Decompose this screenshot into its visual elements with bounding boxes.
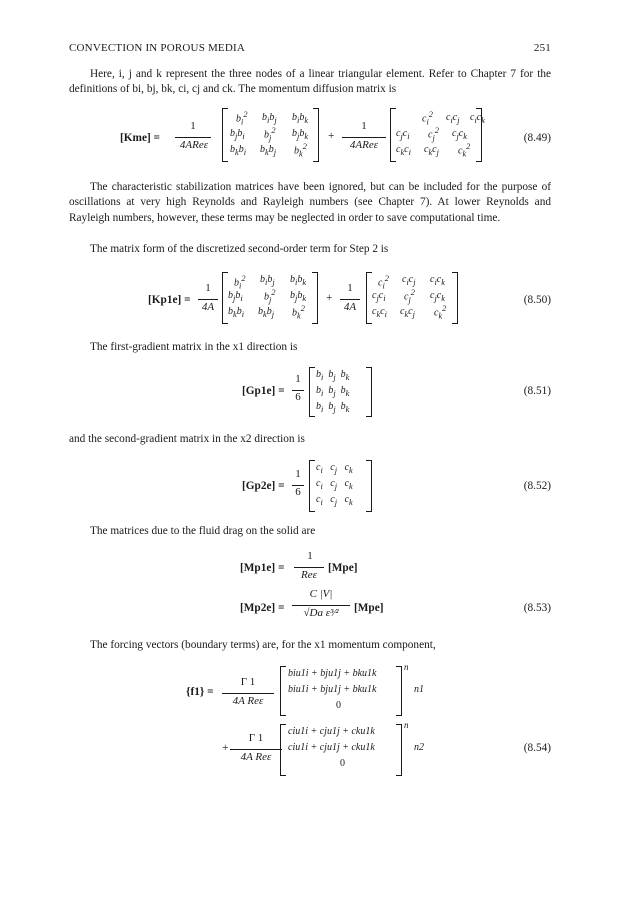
paragraph-first-gradient: The first-gradient matrix in the x1 direction is [90, 341, 298, 353]
eq849-number: (8.49) [523, 132, 551, 144]
equation-8-51: [Gp1e] = 1 6 $b_i$ $b_j$ $b_k$ $b_i$ $b_j$ $b_k$ $b_i$ $b_j$ $b_k$ (8.51) [0, 367, 619, 419]
eq849-lhs: [Kme] = [120, 132, 160, 144]
header-title: CONVECTION IN POROUS MEDIA [69, 42, 246, 54]
equation-8-52: [Gp2e] = 1 6 $c_i$ $c_j$ $c_k$ $c_i$ $c_j$ $c_k$ $c_i$ $c_j$ $c_k$ (8.52) [0, 460, 619, 512]
right-bracket [313, 108, 319, 162]
paragraph-forcing: The forcing vectors (boundary terms) are, for the x1 momentum component, [90, 639, 436, 651]
paragraph-step2: The matrix form of the discretized second-order term for Step 2 is [90, 243, 389, 255]
equation-8-53: [Mp1e] = 1 Reε [Mpe] [Mp2e] = C |V| √Da ε³⁄² [Mpe] (8.53) [240, 550, 551, 619]
equation-8-54: {f1} = Γ 1 4A Reε biu1i + bju1j + bku1k biu1i + bju1j + bku1k 0 n n1 + Γ 1 4A Reε ciu1i + cju1j + cku1k ciu1i + cju1j + cku1k 0 n n2 (8.54) [0, 666, 619, 778]
eq849-num: 1 [190, 120, 196, 132]
paragraph-drag: The matrices due to the fluid drag on the solid are [90, 525, 316, 537]
paragraph-second-gradient: and the second-gradient matrix in the x2 direction is [69, 433, 305, 445]
running-header [69, 42, 551, 54]
equation-8-50: [Kp1e] = 1 4A $b_i^2$ $b_ib_j$ $b_ib_k$ $b_jb_i$ $b_j^2$ $b_jb_k$ $b_kb_i$ $b_kb_j$ $b_k^2$ + 1 4A $c_i^2$ $c_ic_j$ $c_ic_k$ $c_jc_i$ $c_j^2$ $c_jc_k$ $c_kc_i$ $c_kc_j$ $c_k^2$ (8.50) [0, 272, 619, 328]
left-bracket [222, 108, 228, 162]
paragraph-intro: Here, i, j and k represent the three nodes of a linear triangular element. Refer to Chapter 7 for the definitions of bi, bj, bk, ci, cj and ck. The momentum diffusion matrix is [69, 68, 551, 96]
eq849-den1: 4AReε [179, 139, 209, 151]
page-number: 251 [533, 42, 551, 54]
equation-8-49: [Kme] = 1 4AReε $b_i^2$ $b_ib_j$ $b_ib_k$ $b_jb_i$ $b_j^2$ $b_jb_k$ $b_kb_i$ $b_kb_j$ $b_k^2$ + 1 4AReε $c_i^2$ $c_ic_j$ $c_ic_k$ $c_jc_i$ $c_j^2$ $c_jc_k$ $c_kc_i$ $c_kc_j$ $c_k^2$ (8.49) [0, 108, 619, 168]
paragraph-stabilization: The characteristic stabilization matrices have been ignored, but can be included for the purpose of oscillations at very high Reynolds and Rayleigh numbers (see Chapter 7). At lower Reynolds and Rayleigh numbers, however, these terms may be neglected in order to save computational time. [69, 181, 551, 224]
eq849-den2: 4AReε [349, 139, 379, 151]
